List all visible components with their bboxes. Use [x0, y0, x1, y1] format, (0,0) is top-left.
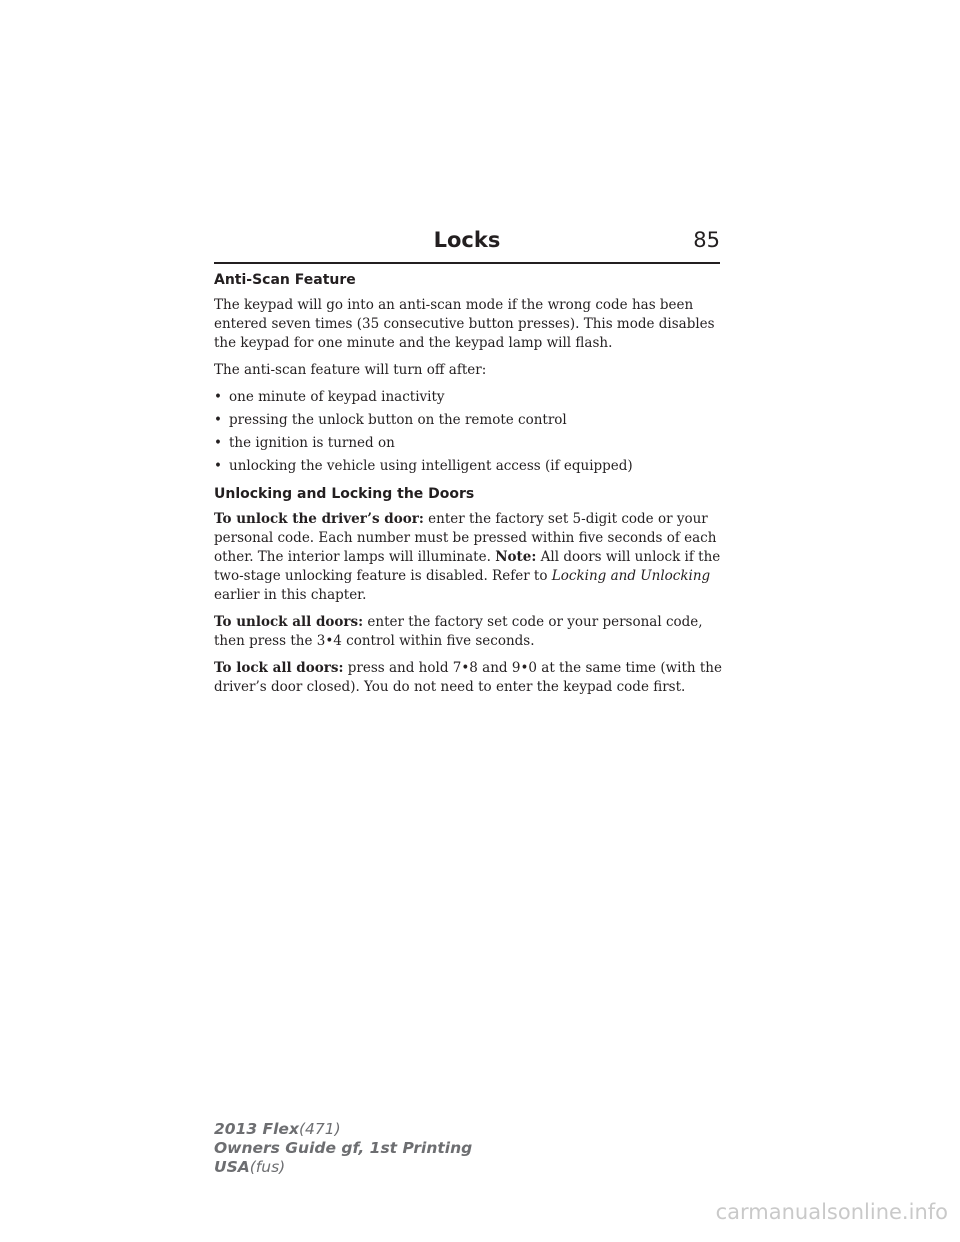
lock-all-label: To lock all doors: [214, 660, 344, 676]
page-number: 85 [693, 228, 720, 252]
cross-reference: Locking and Unlocking [551, 568, 711, 584]
footer-line-1 [214, 1120, 472, 1139]
section-heading-unlocking: Unlocking and Locking the Doors [214, 486, 475, 502]
lock-all-text: press and hold 7•8 and 9•0 at the same time (with the driver’s door closed). You do not need to enter the keypad code first. [214, 660, 722, 695]
driver-door-label: To unlock the driver’s door: [214, 511, 424, 527]
anti-scan-intro: The anti-scan feature will turn off after: [214, 362, 487, 378]
list-item [214, 434, 734, 453]
section-heading-anti-scan: Anti-Scan Feature [214, 272, 356, 288]
list-item [214, 388, 734, 407]
footer-line-2: Owners Guide gf, 1st Printing [214, 1139, 473, 1157]
print-footer [214, 1120, 472, 1177]
list-item-text: one minute of keypad inactivity [229, 389, 445, 405]
bullet-mark: • [214, 412, 222, 428]
note-label: Note: [495, 549, 537, 565]
bullet-mark: • [214, 458, 222, 474]
note-text: All doors will unlock if the two-stage unlocking feature is disabled. Refer to [214, 549, 721, 584]
footer-market-code: (fus) [249, 1158, 286, 1176]
anti-scan-paragraph: The keypad will go into an anti-scan mode if the wrong code has been entered seven times (35 consecutive button presses). This mode disables the keypad for one minute and the keypad lamp will flash. [214, 297, 715, 351]
bullet-mark: • [214, 389, 222, 405]
bullet-mark: • [214, 435, 222, 451]
watermark: carmanualsonline.info [715, 1200, 948, 1224]
list-item-text: pressing the unlock button on the remote control [229, 412, 567, 428]
page-header [214, 226, 720, 264]
cross-reference-after: earlier in this chapter. [214, 587, 367, 603]
lock-all-paragraph [214, 659, 734, 697]
footer-model: 2013 Flex [214, 1120, 299, 1138]
chapter-title: Locks [433, 228, 501, 252]
list-item [214, 411, 734, 430]
driver-door-paragraph [214, 510, 734, 605]
list-item-text: the ignition is turned on [229, 435, 395, 451]
driver-door-text: enter the factory set 5-digit code or your personal code. Each number must be pressed within five seconds of each other. The interior lamps will illuminate. [214, 511, 717, 565]
anti-scan-list [214, 388, 734, 476]
unlock-all-label: To unlock all doors: [214, 614, 364, 630]
unlock-all-paragraph [214, 613, 734, 651]
unlock-all-text: enter the factory set code or your personal code, then press the 3•4 control within five seconds. [214, 614, 703, 649]
list-item [214, 457, 734, 476]
footer-line-3 [214, 1158, 472, 1177]
footer-market: USA [214, 1158, 250, 1176]
page-content [214, 270, 734, 705]
footer-code: (471) [298, 1120, 341, 1138]
list-item-text: unlocking the vehicle using intelligent access (if equipped) [229, 458, 633, 474]
